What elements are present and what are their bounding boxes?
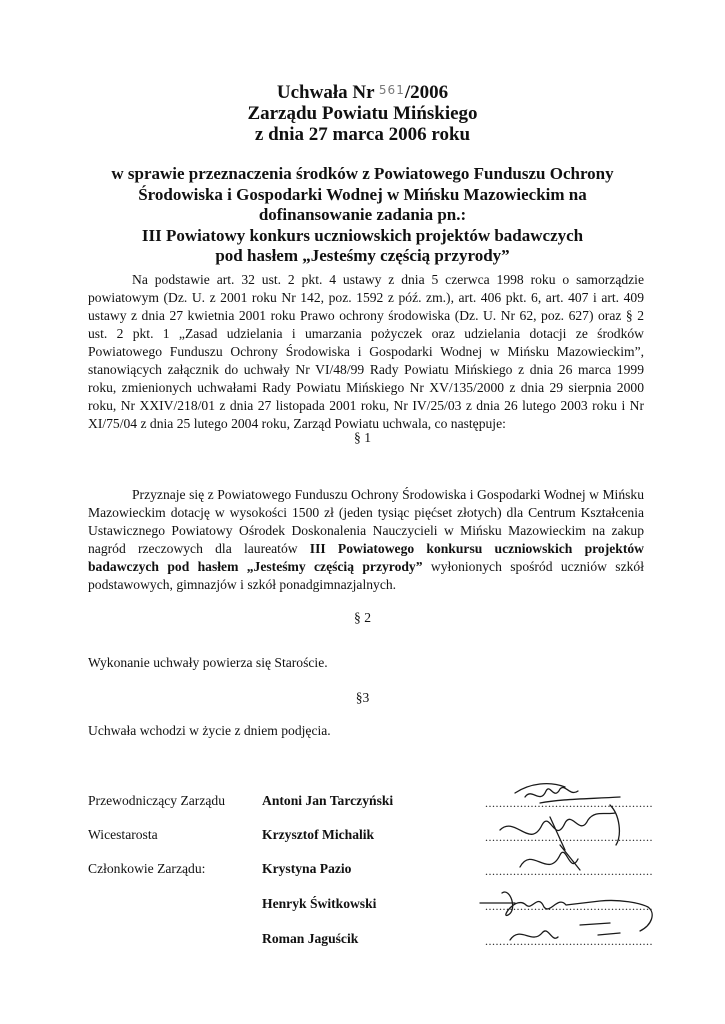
- section-1-text-bold: III Powiatowego konkursu uczniowskich projektów badawczych pod hasłem „Jesteśmy częścią przyrody”: [88, 541, 644, 574]
- legal-basis-paragraph: Na podstawie art. 32 ust. 2 pkt. 4 ustawy z dnia 5 czerwca 1998 roku o samorządzie powiatowym (Dz. U. z 2001 roku Nr 142, poz. 1592 z póź. zm.), art. 406 pkt. 6, art. 407 i art. 409 ustawy z dnia 27 kwietnia 2001 roku Prawo ochrony środowiska (Dz. U. Nr 62, poz. 627) oraz § 2 ust. 2 pkt. 1 „Zasad udzielania i umarzania pożyczek oraz udzielania dotacji ze środków Powiatowego Funduszu Ochrony Środowiska i Gospodarki Wodnej w Mińsku Mazowieckim”, stanowiących załącznik do uchwały Nr VI/48/99 Rady Powiatu Mińskiego z dnia 26 marca 1999 roku, zmienionych uchwałami Rady Powiatu Mińskiego Nr XV/135/2000 z dnia 29 sierpnia 2000 roku, Nr XXIV/218/01 z dnia 27 listopada 2001 roku, Nr IV/25/03 z dnia 26 lutego 2003 roku i Nr XI/75/04 z dnia 25 lutego 2004 roku, Zarząd Powiatu uchwala, co następuje:: [88, 272, 644, 431]
- member-1-name: Krystyna Pazio: [262, 861, 352, 876]
- member-1-signature-line: ................................................: [485, 864, 653, 878]
- member-2-signature-line: ................................................: [485, 899, 653, 913]
- subject-line-3: dofinansowanie zadania pn.:: [258, 205, 467, 224]
- title-suffix: /2006: [404, 82, 449, 103]
- resolution-title: [0, 80, 725, 145]
- member-3-name: Roman Jaguścik: [262, 931, 359, 946]
- vice-name: Krzysztof Michalik: [262, 827, 375, 842]
- subject-line-5: pod hasłem „Jesteśmy częścią przyrody”: [215, 246, 510, 265]
- section-3-mark: §3: [355, 690, 370, 705]
- member-3-signature-line: ................................................: [485, 934, 653, 948]
- section-1-text-a: Przyznaje się z Powiatowego Funduszu Ochrony Środowiska i Gospodarki Wodnej w Mińsku Mazowieckim dotację w wysokości 1500 zł (jeden tysiąc pięćset złotych) dla Centrum Kształcenia Ustawicznego Powiatowy Ośrodek Doskonalenia Nauczycieli w Mińsku Mazowieckim na zakup nagród rzeczowych dla laureatów: [88, 487, 644, 556]
- section-3-text: Uchwała wchodzi w życie z dniem podjęcia.: [88, 723, 331, 738]
- section-2-text: Wykonanie uchwały powierza się Staroście.: [88, 655, 328, 670]
- members-label: Członkowie Zarządu:: [88, 861, 206, 876]
- subject-line-2: Środowiska i Gospodarki Wodnej w Mińsku Mazowieckim na: [138, 184, 587, 204]
- chair-name: Antoni Jan Tarczyński: [262, 793, 394, 808]
- signature-member-1: [520, 845, 580, 870]
- title-date: z dnia 27 marca 2006 roku: [254, 124, 471, 145]
- section-1-text-b: wyłonionych spośród uczniów szkół podstawowych, gimnazjów i szkół ponadgimnazjalnych.: [88, 559, 644, 592]
- signature-member-2: [480, 892, 652, 931]
- title-issuer: Zarządu Powiatu Mińskiego: [247, 103, 478, 124]
- member-2-name: Henryk Świtkowski: [262, 896, 377, 911]
- section-2-mark: § 2: [354, 610, 371, 625]
- section-1-paragraph: [88, 486, 644, 594]
- signature-chair: [515, 784, 620, 803]
- title-prefix: Uchwała Nr: [276, 82, 375, 103]
- subject-line-4: III Powiatowy konkurs uczniowskich projektów badawczych: [141, 225, 584, 245]
- resolution-subject: [60, 164, 665, 267]
- title-line-number: [0, 80, 725, 103]
- chair-label: Przewodniczący Zarządu: [88, 793, 225, 808]
- subject-line-1: w sprawie przeznaczenia środków z Powiatowego Funduszu Ochrony: [111, 164, 614, 183]
- signature-vice: [500, 805, 619, 850]
- vice-label: Wicestarosta: [88, 827, 158, 842]
- section-1-mark: § 1: [354, 430, 371, 445]
- vice-signature-line: ................................................: [485, 830, 653, 844]
- handwritten-signatures: [470, 775, 670, 950]
- handwritten-number: 561: [378, 83, 405, 97]
- signature-member-3: [510, 923, 620, 940]
- chair-signature-line: ................................................: [485, 796, 653, 810]
